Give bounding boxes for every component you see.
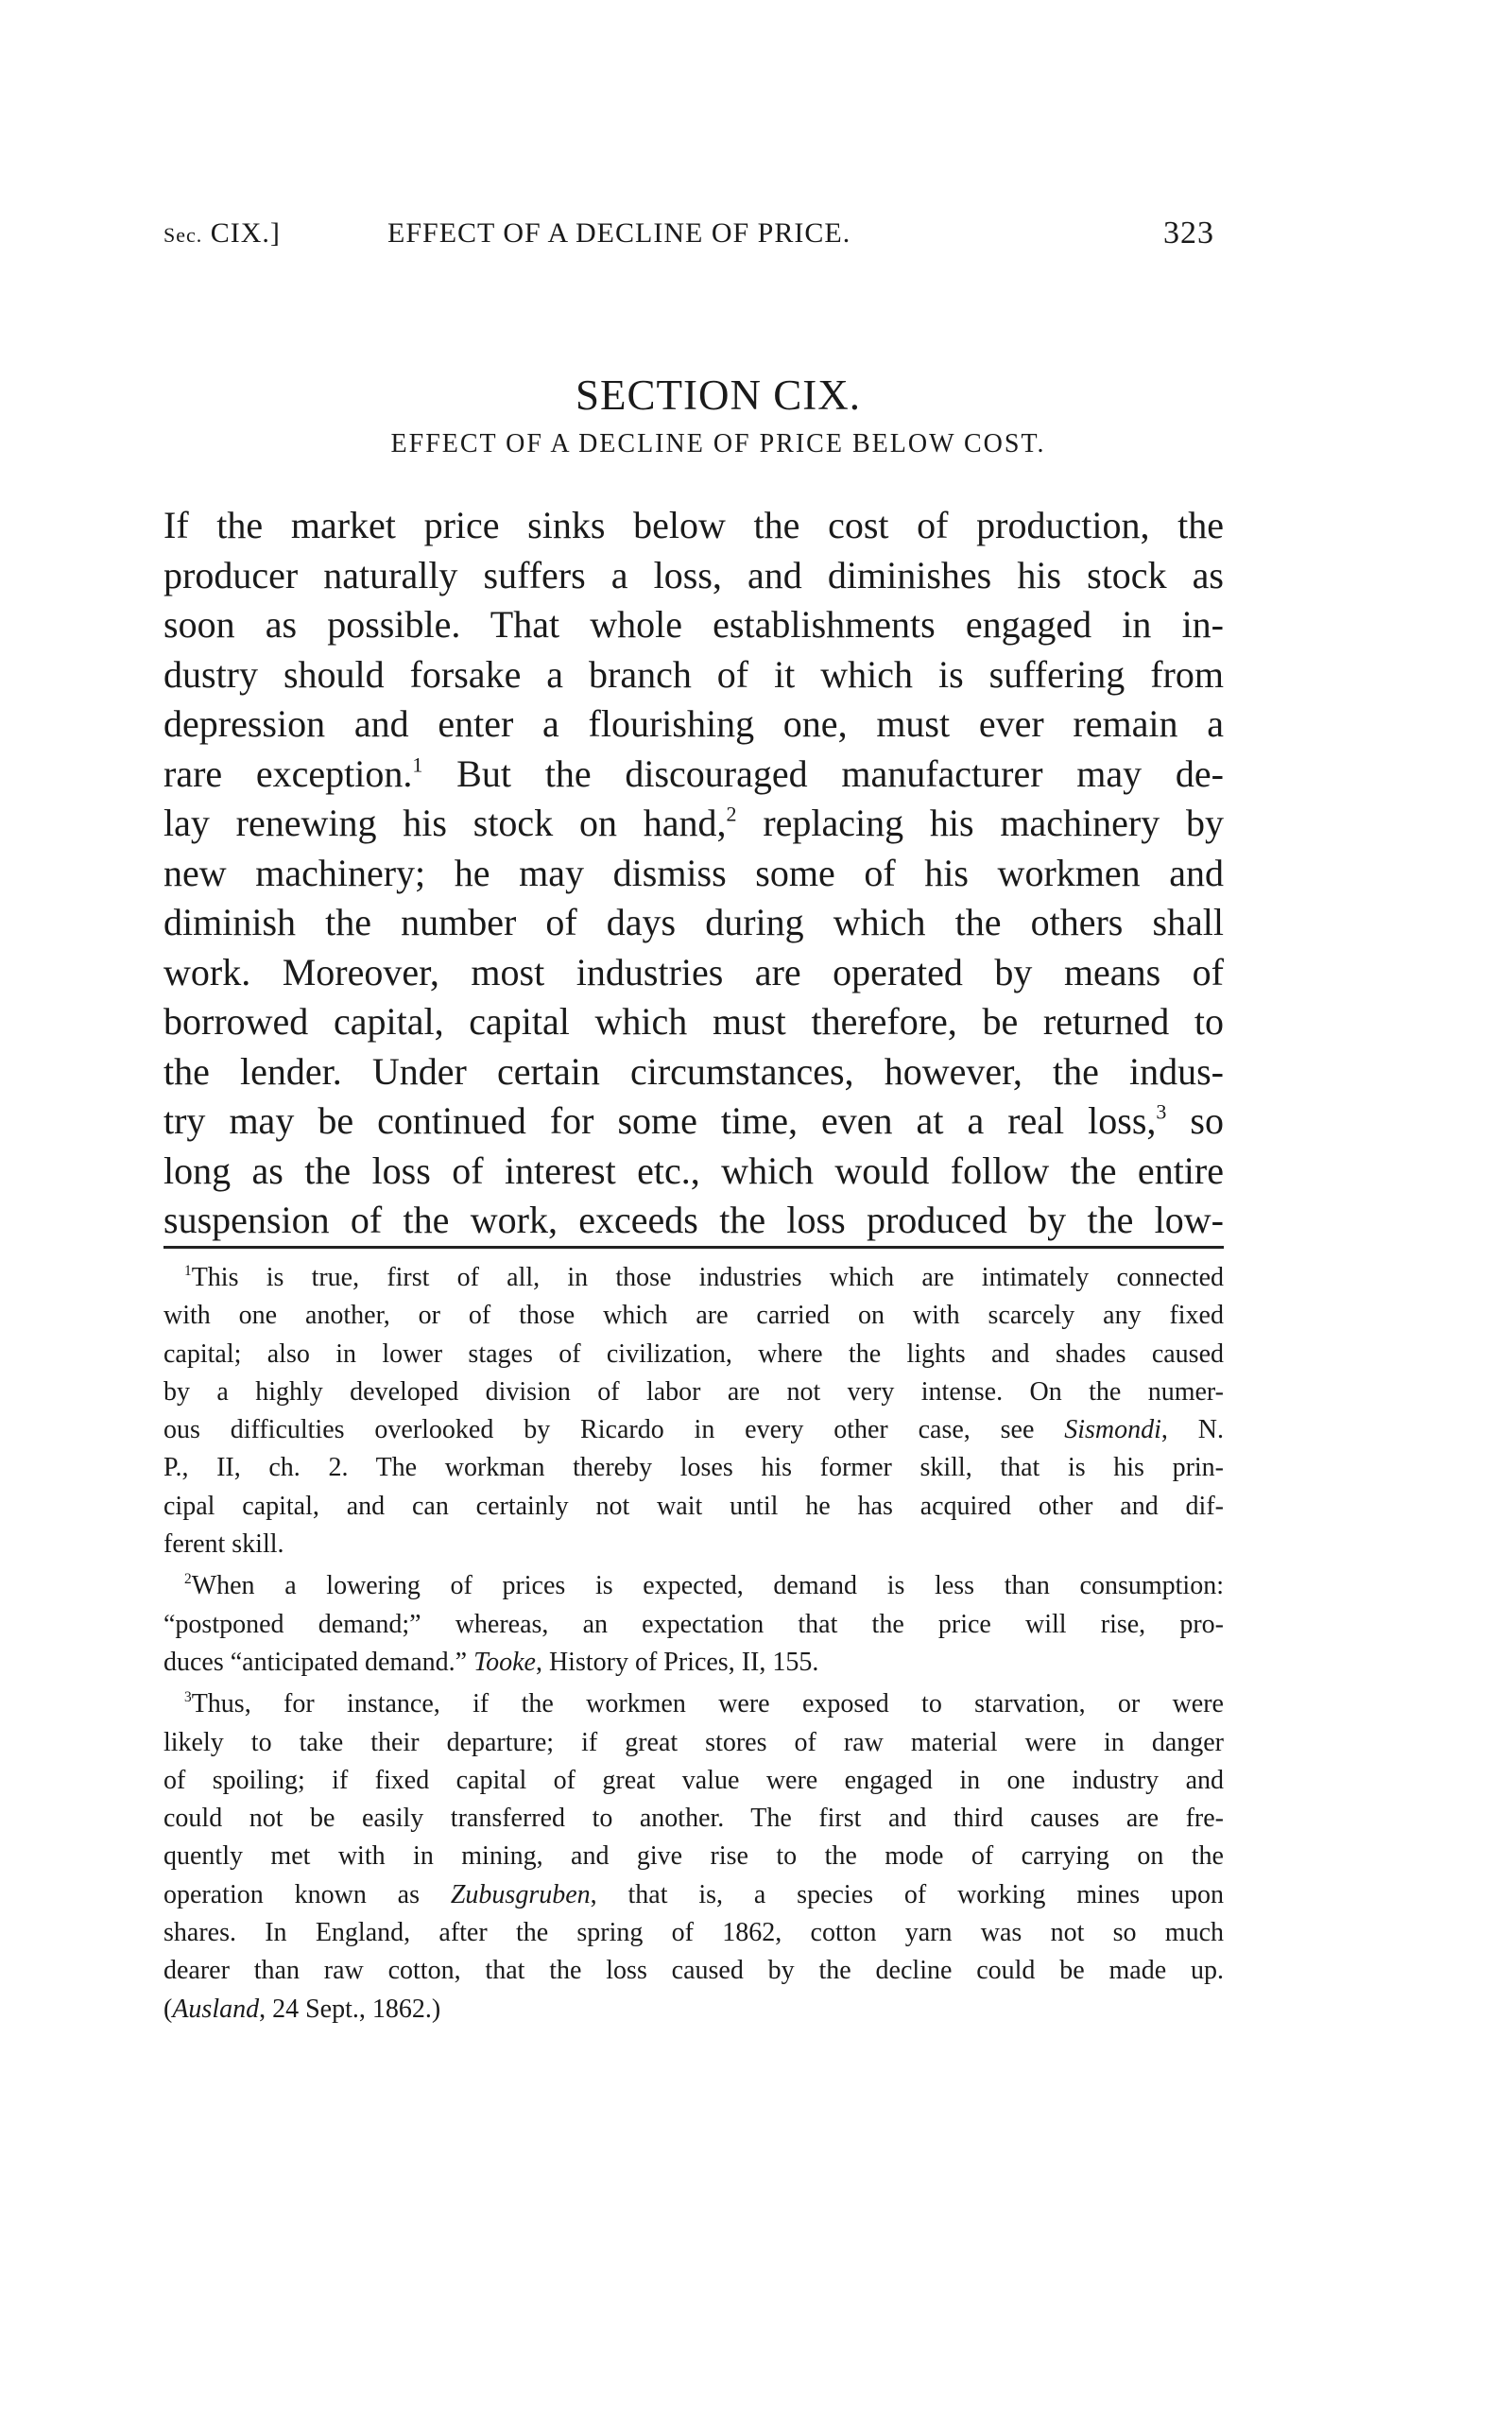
footnote-reference[interactable]: 2	[726, 802, 737, 826]
footnote-marker: 1	[184, 1263, 192, 1280]
footnote-reference[interactable]: 3	[1156, 1099, 1167, 1124]
footnote-line: $^2$When a lowering of prices is expected, demand is less than consumption:	[184, 1571, 1224, 1601]
body-line: rare exception.$^1$ But the discouraged manufacturer may de-	[163, 751, 1224, 795]
section-prefix: Sec.	[163, 223, 203, 247]
footnote-line: operation known as Zubusgruben, that is, a species of working mines upon	[163, 1879, 1224, 1909]
footnote-line: dearer than raw cotton, that the loss caused by the decline could be made up.	[163, 1956, 1224, 1986]
footnote-line: “postponed demand;” whereas, an expectation that the price will rise, pro-	[163, 1609, 1224, 1639]
running-head	[163, 210, 1222, 257]
body-line: soon as possible. That whole establishments engaged in in-	[163, 603, 1224, 646]
footnote-line: could not be easily transferred to another. The first and third causes are fre-	[163, 1804, 1224, 1834]
page-number: 323	[1163, 216, 1214, 250]
footnote-2	[163, 1567, 1224, 1682]
footnote-marker: 3	[184, 1689, 192, 1706]
footnote-line: P., II, ch. 2. The workman thereby loses his former skill, that is his prin-	[163, 1453, 1224, 1483]
footnote-1	[163, 1259, 1224, 1563]
footnote-line: with one another, or of those which are carried on with scarcely any fixed	[163, 1301, 1224, 1331]
italic-citation: Ausland	[172, 1994, 260, 2024]
italic-citation: Zubusgruben	[450, 1879, 591, 1909]
body-line: try may be continued for some time, even at a real loss,$^3$ so	[163, 1099, 1224, 1142]
body-text	[163, 501, 1224, 1246]
footnotes	[163, 1259, 1224, 2029]
body-line: suspension of the work, exceeds the loss produced by the low-	[163, 1199, 1224, 1241]
body-line: diminish the number of days during which the others shall	[163, 901, 1224, 943]
section-subtitle: EFFECT OF A DECLINE OF PRICE BELOW COST.	[390, 429, 1046, 458]
body-line: producer naturally suffers a loss, and diminishes his stock as	[163, 553, 1224, 596]
footnote-line: shares. In England, after the spring of 1862, cotton yarn was not so much	[163, 1918, 1224, 1948]
body-line: long as the loss of interest etc., which would follow the entire	[163, 1149, 1224, 1192]
section-number: CIX.]	[210, 217, 281, 249]
body-line: depression and enter a flourishing one, must ever remain a	[163, 702, 1224, 745]
body-line: borrowed capital, capital which must therefore, be returned to	[163, 1000, 1224, 1043]
footnote-line: $^1$This is true, first of all, in those industries which are intimately connected	[184, 1263, 1224, 1292]
body-line: the lender. Under certain circumstances, however, the indus-	[163, 1049, 1224, 1093]
footnote-line: quently met with in mining, and give rise to the mode of carrying on the	[163, 1841, 1224, 1872]
footnote-line: (Ausland, 24 Sept., 1862.)	[163, 1994, 441, 2024]
footnote-3	[163, 1685, 1224, 2029]
footnote-line: duces “anticipated demand.” Tooke, History of Prices, II, 155.	[163, 1647, 819, 1677]
footnote-line: ous difficulties overlooked by Ricardo in every other case, see Sismondi, N.	[163, 1415, 1224, 1445]
body-line: new machinery; he may dismiss some of his workmen and	[163, 851, 1224, 894]
footnote-marker: 2	[184, 1571, 192, 1588]
italic-citation: Tooke	[473, 1647, 536, 1677]
footnote-line: likely to take their departure; if great stores of raw material were in danger	[163, 1727, 1224, 1757]
running-head-section	[163, 217, 281, 250]
section-title: SECTION CIX.	[576, 371, 861, 419]
running-head-title: EFFECT OF A DECLINE OF PRICE.	[387, 217, 851, 249]
body-line: dustry should forsake a branch of it which is suffering from	[163, 652, 1224, 696]
footnote-reference[interactable]: 1	[412, 752, 423, 777]
footnote-line: capital; also in lower stages of civilization, where the lights and shades caused	[163, 1339, 1224, 1369]
body-line: work. Moreover, most industries are operated by means of	[163, 950, 1224, 993]
footnote-line: ferent skill.	[163, 1529, 284, 1560]
footnote-line: by a highly developed division of labor are not very intense. On the numer-	[163, 1376, 1224, 1407]
footnote-line: of spoiling; if fixed capital of great value were engaged in one industry and	[163, 1765, 1224, 1795]
body-line: If the market price sinks below the cost of production, the	[163, 504, 1224, 546]
body-line: lay renewing his stock on hand,$^2$ replacing his machinery by	[163, 802, 1225, 844]
footnote-line: $^3$Thus, for instance, if the workmen were exposed to starvation, or were	[184, 1689, 1224, 1719]
footnote-line: cipal capital, and can certainly not wait until he has acquired other and dif-	[163, 1491, 1224, 1521]
italic-citation: Sismondi	[1064, 1415, 1161, 1445]
footnote-rule	[163, 1246, 1224, 1249]
